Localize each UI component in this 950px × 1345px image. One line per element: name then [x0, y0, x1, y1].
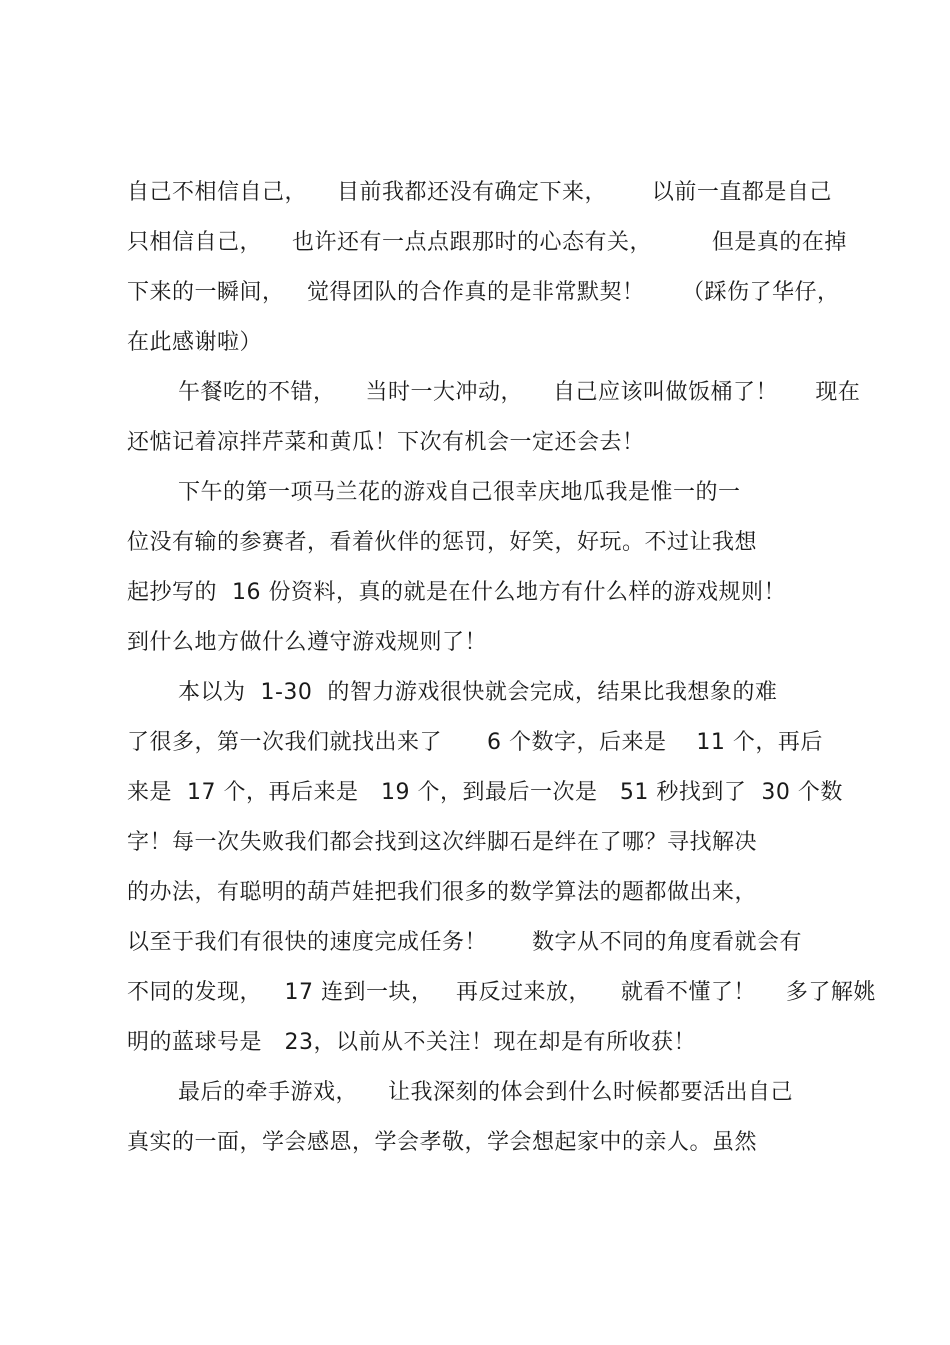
- text-line: 在此感谢啦）: [127, 330, 263, 355]
- text-line: 以至于我们有很快的速度完成任务！ 数字从不同的角度看就会有: [127, 930, 802, 955]
- text-line: 的办法，有聪明的葫芦娃把我们很多的数学算法的题都做出来，: [127, 880, 758, 905]
- text-line: 位没有输的参赛者，看着伙伴的惩罚，好笑，好玩。不过让我想: [127, 530, 758, 555]
- paragraph-start-line: 本以为 1-30 的智力游戏很快就会完成，结果比我想象的难: [178, 680, 778, 705]
- paragraph-start-line: 午餐吃的不错， 当时一大冲动， 自己应该叫做饭桶了！ 现在: [178, 380, 861, 405]
- text-line: 明的蓝球号是 23，以前从不关注！现在却是有所收获！: [127, 1030, 696, 1055]
- text-line: 不同的发现， 17 连到一块， 再反过来放， 就看不懂了！ 多了解姚: [127, 980, 876, 1005]
- text-line: 来是 17 个，再后来是 19 个，到最后一次是 51 秒找到了 30 个数: [127, 780, 843, 805]
- text-line: 了很多，第一次我们就找出来了 6 个数字，后来是 11 个，再后: [127, 730, 823, 755]
- paragraph-start-line: 最后的牵手游戏， 让我深刻的体会到什么时候都要活出自己: [178, 1080, 793, 1105]
- text-line: 真实的一面，学会感恩，学会孝敬，学会想起家中的亲人。虽然: [127, 1130, 758, 1155]
- text-line: 下来的一瞬间， 觉得团队的合作真的是非常默契！ （踩伤了华仔，: [127, 280, 840, 305]
- paragraph-start-line: 下午的第一项马兰花的游戏自己很幸庆地瓜我是惟一的一: [178, 480, 741, 505]
- text-line: 还惦记着凉拌芹菜和黄瓜！下次有机会一定还会去！: [127, 430, 645, 455]
- text-line: 起抄写的 16 份资料，真的就是在什么地方有什么样的游戏规则！: [127, 580, 786, 605]
- text-line: 字！每一次失败我们都会找到这次绊脚石是绊在了哪？寻找解决: [127, 830, 758, 855]
- text-line: 自己不相信自己， 目前我都还没有确定下来， 以前一直都是自己: [127, 180, 832, 205]
- text-line: 到什么地方做什么遵守游戏规则了！: [127, 630, 488, 655]
- text-line: 只相信自己， 也许还有一点点跟那时的心态有关， 但是真的在掉: [127, 230, 847, 255]
